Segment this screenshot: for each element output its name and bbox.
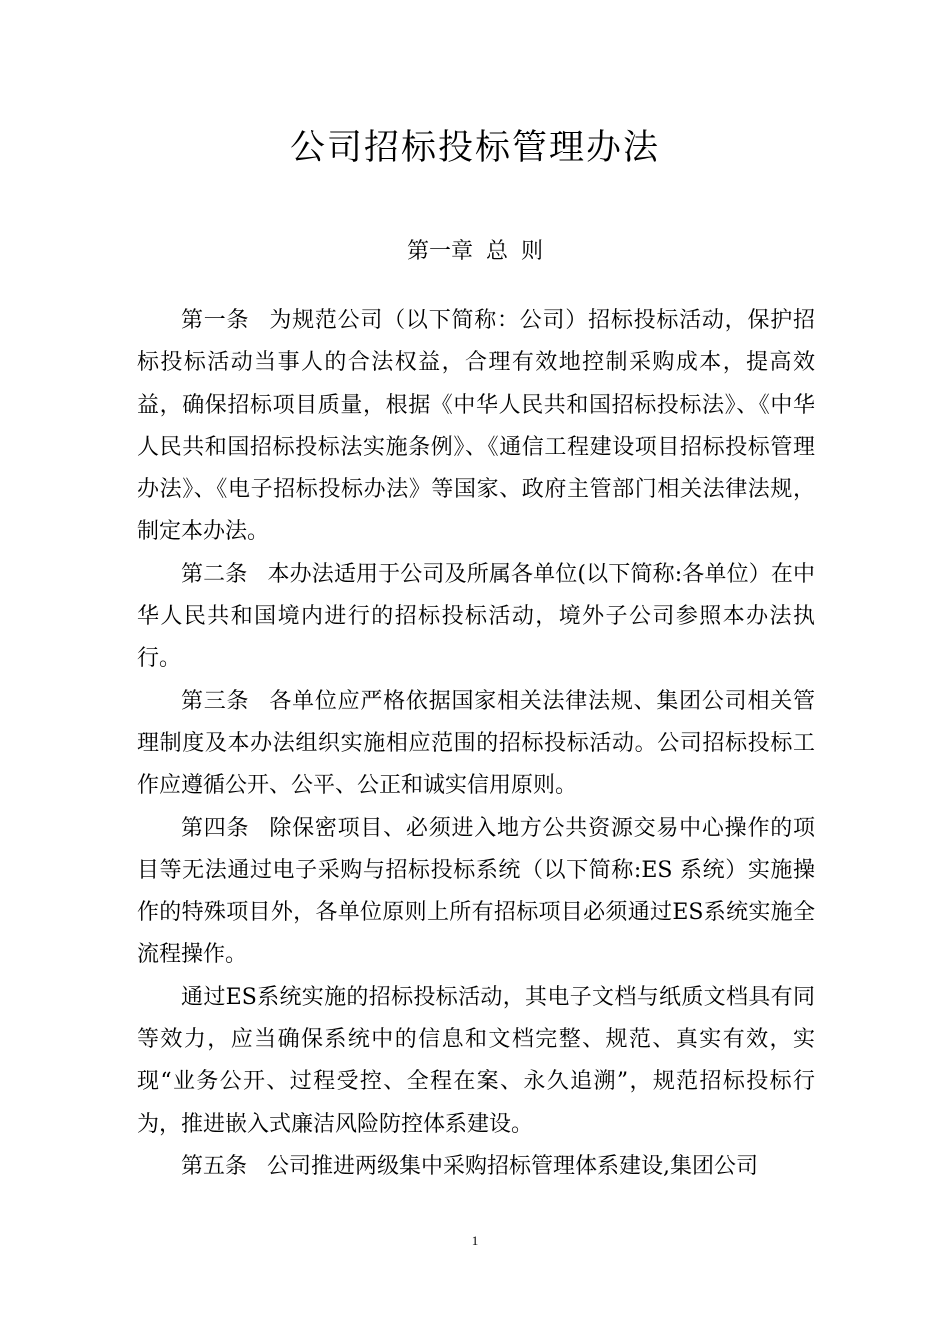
article-3	[137, 681, 815, 808]
article-2	[137, 554, 815, 681]
article-number: 第三条	[181, 688, 250, 714]
article-text: 除保密项目、必须进入地方公共资源交易中心操作的项目等无法通过电子采购与招标投标系统（以下简称:ES 系统）实施操作的特殊项目外，各单位原则上所有招标项目必须通过ES系统实施全流程操作。	[137, 815, 815, 968]
paragraph-text: 通过ES系统实施的招标投标活动，其电子文档与纸质文档具有同等效力，应当确保系统中的信息和文档完整、规范、真实有效，实现“业务公开、过程受控、全程在案、永久追溯”，规范招标投标行为，推进嵌入式廉洁风险防控体系建设。	[137, 984, 815, 1137]
article-number: 第二条	[181, 561, 248, 587]
page-number: 1	[471, 1233, 479, 1248]
article-number: 第五条	[181, 1153, 248, 1179]
article-1	[137, 300, 815, 554]
document-body	[137, 300, 815, 1188]
article-text: 为规范公司（以下简称：公司）招标投标活动，保护招标投标活动当事人的合法权益，合理有效地控制采购成本，提高效益，确保招标项目质量，根据《中华人民共和国招标投标法》、《中华人民共和国招标投标法实施条例》、《通信工程建设项目招标投标管理办法》、《电子招标投标办法》等国家、政府主管部门相关法律法规，制定本办法。	[137, 308, 815, 545]
article-number: 第一条	[181, 308, 250, 333]
article-5	[137, 1146, 815, 1188]
document-title: 公司招标投标管理办法	[289, 128, 660, 168]
article-number: 第四条	[181, 815, 250, 841]
article-4	[137, 808, 815, 977]
article-4-continued	[137, 977, 815, 1146]
article-text: 公司推进两级集中采购招标管理体系建设,集团公司	[267, 1153, 759, 1179]
article-text: 各单位应严格依据国家相关法律法规、集团公司相关管理制度及本办法组织实施相应范围的招标投标活动。公司招标投标工作应遵循公开、公平、公正和诚实信用原则。	[137, 688, 815, 799]
article-text: 本办法适用于公司及所属各单位(以下简称:各单位）在中华人民共和国境内进行的招标投标活动，境外子公司参照本办法执行。	[137, 561, 815, 672]
chapter-heading: 第一章 总 则	[407, 239, 543, 264]
